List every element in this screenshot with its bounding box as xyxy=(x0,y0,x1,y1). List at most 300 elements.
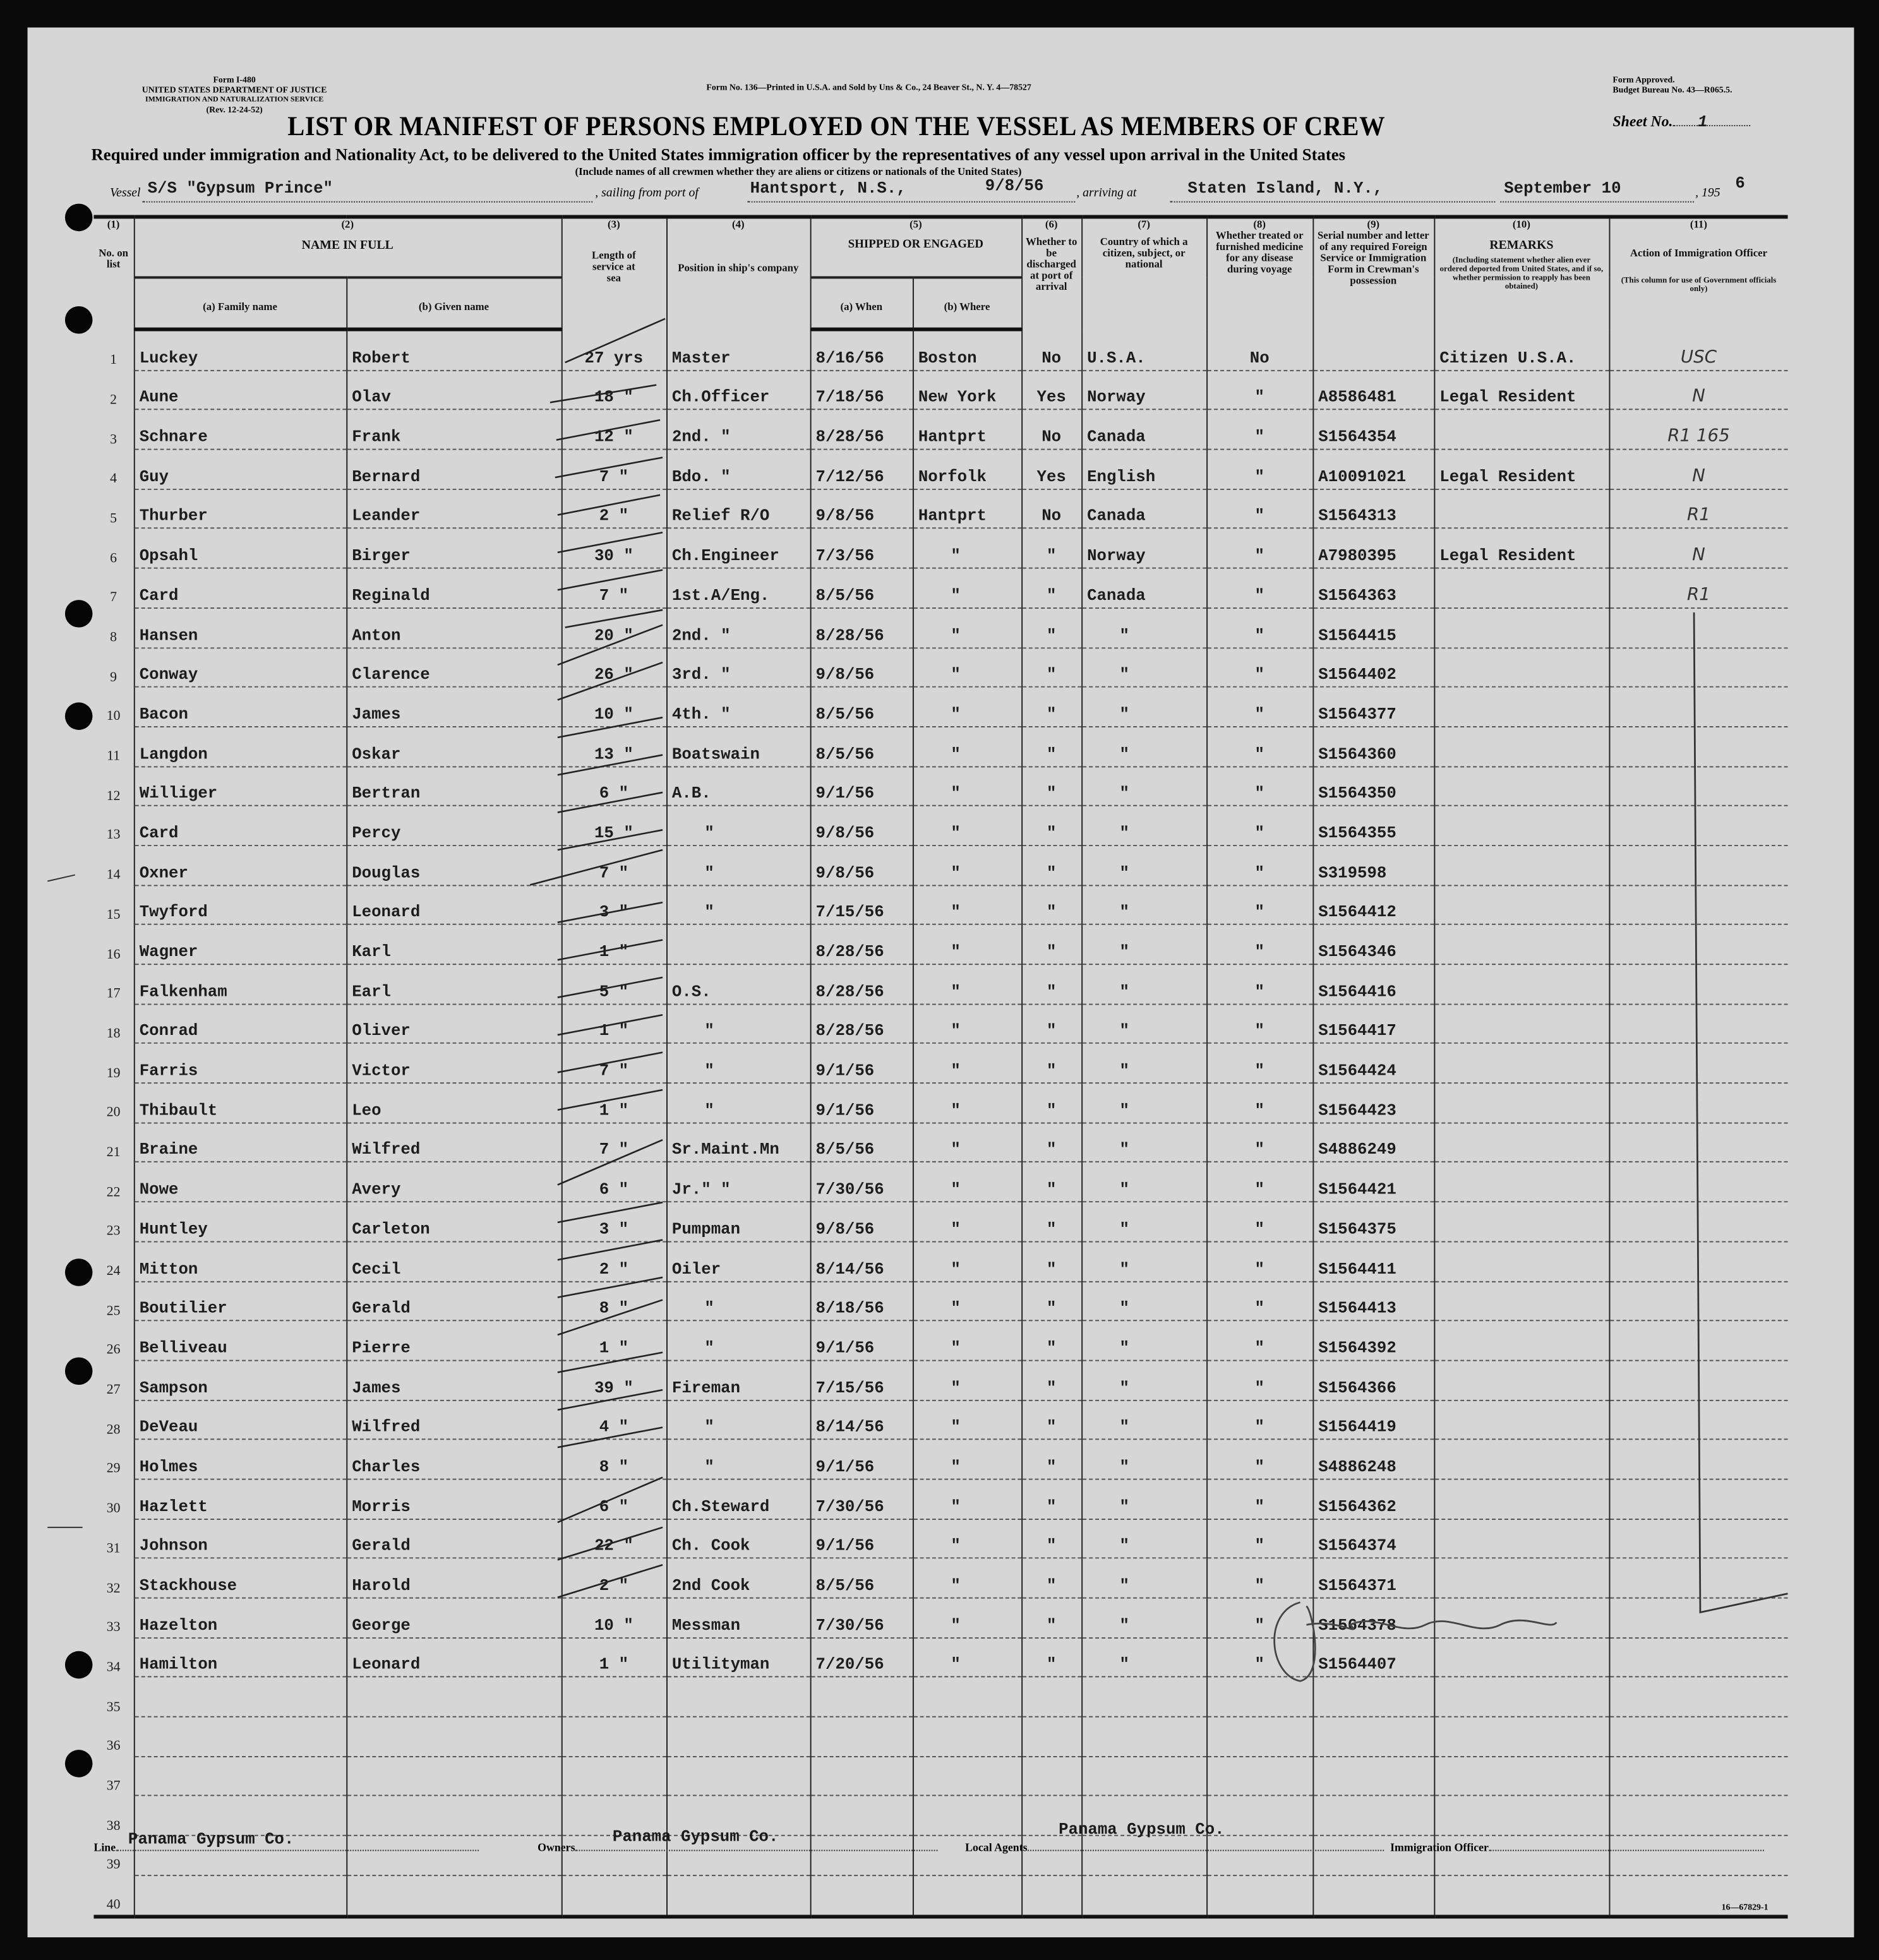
cell-country: " xyxy=(1081,1083,1206,1123)
year-digit: 6 xyxy=(1735,174,1745,193)
cell-position: " xyxy=(666,1281,810,1321)
page-subtitle: Required under immigration and Nationality Act, to be delivered to the United States immigration officer by the representatives of any vessel upon arrival in the United States xyxy=(91,145,1345,164)
cell-discharged: " xyxy=(1021,1360,1081,1400)
cell-country: " xyxy=(1081,885,1206,925)
cell-given: Cecil xyxy=(346,1241,561,1281)
service: IMMIGRATION AND NATURALIZATION SERVICE xyxy=(145,96,324,104)
cell-no: 30 xyxy=(106,1501,121,1517)
cell-family: Bacon xyxy=(134,687,346,727)
cell-discharged: " xyxy=(1021,1598,1081,1638)
cell-where: " xyxy=(913,766,1021,806)
cell-discharged: " xyxy=(1021,1202,1081,1241)
cell-given: Bertran xyxy=(346,766,561,806)
cell-where: " xyxy=(913,1558,1021,1598)
cell-no: 22 xyxy=(106,1184,121,1200)
cell-length: 2 " xyxy=(561,1558,666,1598)
cell-where: " xyxy=(913,1281,1021,1321)
cell-no: 40 xyxy=(93,1875,133,1916)
cell-discharged: " xyxy=(1021,1162,1081,1202)
cell-serial: S1564350 xyxy=(1312,766,1434,806)
cell-no: 31 xyxy=(106,1541,121,1556)
cell-length: 39 " xyxy=(561,1360,666,1400)
cell-discharged: " xyxy=(1021,1400,1081,1440)
sailing-date: 9/8/56 xyxy=(985,176,1044,195)
cell-given: Leonard xyxy=(346,885,561,925)
line-value: Panama Gypsum Co. xyxy=(128,1829,294,1849)
cell-given: Olav xyxy=(346,370,561,410)
cell-no: 34 xyxy=(106,1659,121,1675)
cell-length: 20 " xyxy=(561,608,666,648)
cell-family: Opsahl xyxy=(134,529,346,568)
cell-family: Johnson xyxy=(134,1519,346,1558)
cell-where: " xyxy=(913,885,1021,925)
cell-no: 37 xyxy=(106,1778,121,1794)
cell-medicine: " xyxy=(1206,1321,1312,1361)
cell-where: " xyxy=(913,529,1021,568)
cell-serial: A7980395 xyxy=(1312,529,1434,568)
cell-where: " xyxy=(913,1479,1021,1519)
cell-when: 8/28/56 xyxy=(810,964,913,1004)
cell-given: Leonard xyxy=(346,1637,561,1677)
cell-medicine: " xyxy=(1206,410,1312,450)
cell-where: " xyxy=(913,1083,1021,1123)
cell-family: Boutilier xyxy=(134,1281,346,1321)
cell-position: " xyxy=(666,1321,810,1361)
cell-country: English xyxy=(1081,450,1206,489)
cell-length: 3 " xyxy=(561,885,666,925)
cell-given: Harold xyxy=(346,1558,561,1598)
cell-length: 2 " xyxy=(561,489,666,529)
cell-medicine: " xyxy=(1206,1162,1312,1202)
cell-length: 5 " xyxy=(561,964,666,1004)
cell-serial: S1564371 xyxy=(1312,1558,1434,1598)
cell-discharged: " xyxy=(1021,924,1081,964)
cell-length: 8 " xyxy=(561,1281,666,1321)
cell-serial: S1564362 xyxy=(1312,1479,1434,1519)
cell-serial: S1564417 xyxy=(1312,1004,1434,1044)
cell-discharged: No xyxy=(1021,489,1081,529)
cell-position: Ch.Officer xyxy=(666,370,810,410)
cell-medicine: " xyxy=(1206,924,1312,964)
col-header-where: (b) Where xyxy=(913,277,1021,329)
cell-given: Leander xyxy=(346,489,561,529)
cell-when: 7/12/56 xyxy=(810,450,913,489)
col-header-serial: (9) Serial number and letter of any required Foreign Service or Immigration Form in Crewman's possession xyxy=(1312,217,1434,329)
instruction-note: (Include names of all crewmen whether they are aliens or citizens or nationals of the United States) xyxy=(575,165,1022,178)
cell-given: Bernard xyxy=(346,450,561,489)
officer-label: Immigration Officer xyxy=(1390,1841,1489,1854)
cell-where: " xyxy=(913,1004,1021,1044)
cell-where: " xyxy=(913,1321,1021,1361)
cell-position: Sr.Maint.Mn xyxy=(666,1123,810,1162)
cell-length: 12 " xyxy=(561,410,666,450)
cell-no: 14 xyxy=(106,867,121,883)
cell-medicine: " xyxy=(1206,1558,1312,1598)
cell-given: Gerald xyxy=(346,1281,561,1321)
cell-family: Holmes xyxy=(134,1440,346,1479)
col-header-name: (2) NAME IN FULL xyxy=(134,217,561,277)
cell-given: Birger xyxy=(346,529,561,568)
cell-when: 8/5/56 xyxy=(810,568,913,608)
cell-discharged: " xyxy=(1021,1004,1081,1044)
cell-serial: S1564412 xyxy=(1312,885,1434,925)
cell-medicine: " xyxy=(1206,1241,1312,1281)
cell-where: " xyxy=(913,1637,1021,1677)
cell-medicine: " xyxy=(1206,1281,1312,1321)
cell-position: O.S. xyxy=(666,964,810,1004)
cell-serial: S1564355 xyxy=(1312,806,1434,846)
cell-country: " xyxy=(1081,1321,1206,1361)
cell-serial: S4886248 xyxy=(1312,1440,1434,1479)
cell-no: 28 xyxy=(106,1422,121,1437)
cell-action: R1 xyxy=(1609,568,1787,608)
cell-medicine: " xyxy=(1206,608,1312,648)
cell-length: 7 " xyxy=(561,450,666,489)
approval-line: Form Approved. xyxy=(1612,75,1675,85)
cell-serial: S1564377 xyxy=(1312,687,1434,727)
cell-country: " xyxy=(1081,1004,1206,1044)
cell-position: Messman xyxy=(666,1598,810,1638)
cell-discharged: " xyxy=(1021,568,1081,608)
length-strike-marks xyxy=(530,319,665,1598)
form-code: 16—67829-1 xyxy=(1721,1902,1768,1913)
cell-given: Reginald xyxy=(346,568,561,608)
cell-medicine: " xyxy=(1206,1519,1312,1558)
cell-position: " xyxy=(666,806,810,846)
cell-given: Morris xyxy=(346,1479,561,1519)
cell-when: 9/1/56 xyxy=(810,1083,913,1123)
cell-discharged: " xyxy=(1021,846,1081,885)
cell-serial: S1564375 xyxy=(1312,1202,1434,1241)
cell-family: Wagner xyxy=(134,924,346,964)
cell-when: 7/20/56 xyxy=(810,1637,913,1677)
cell-country: " xyxy=(1081,806,1206,846)
cell-discharged: " xyxy=(1021,885,1081,925)
cell-given: Victor xyxy=(346,1044,561,1084)
cell-position: " xyxy=(666,1044,810,1084)
cell-when: 8/28/56 xyxy=(810,924,913,964)
cell-discharged: Yes xyxy=(1021,450,1081,489)
sheet-number: 1 xyxy=(1698,112,1708,131)
cell-medicine: " xyxy=(1206,1202,1312,1241)
cell-discharged: " xyxy=(1021,529,1081,568)
cell-length: 10 " xyxy=(561,687,666,727)
cell-serial: S1564413 xyxy=(1312,1281,1434,1321)
cell-country: U.S.A. xyxy=(1081,330,1206,371)
cell-family: Huntley xyxy=(134,1202,346,1241)
line-label: Line xyxy=(93,1841,116,1854)
cell-discharged: " xyxy=(1021,608,1081,648)
cell-country: " xyxy=(1081,1044,1206,1084)
cell-serial: S1564374 xyxy=(1312,1519,1434,1558)
cell-serial: S4886249 xyxy=(1312,1123,1434,1162)
cell-serial: S1564346 xyxy=(1312,924,1434,964)
action-bracket-line xyxy=(1694,612,1787,1613)
cell-serial: S1564421 xyxy=(1312,1162,1434,1202)
cell-length: 8 " xyxy=(561,1440,666,1479)
cell-family: Mitton xyxy=(134,1241,346,1281)
cell-medicine: " xyxy=(1206,1044,1312,1084)
cell-no: 23 xyxy=(106,1224,121,1240)
cell-serial: S1564416 xyxy=(1312,964,1434,1004)
cell-length: 1 " xyxy=(561,1004,666,1044)
cell-country: Canada xyxy=(1081,410,1206,450)
cell-country: " xyxy=(1081,1202,1206,1241)
cell-when: 8/5/56 xyxy=(810,1558,913,1598)
cell-when: 7/3/56 xyxy=(810,529,913,568)
cell-when: 7/15/56 xyxy=(810,885,913,925)
cell-when: 8/28/56 xyxy=(810,410,913,450)
cell-country: " xyxy=(1081,846,1206,885)
cell-family: Hazelton xyxy=(134,1598,346,1638)
printer-note: Form No. 136—Printed in U.S.A. and Sold by Uns & Co., 24 Beaver St., N. Y. 4—78527 xyxy=(706,82,1031,93)
cell-position: " xyxy=(666,1440,810,1479)
cell-no: 29 xyxy=(106,1461,121,1477)
sailing-label: , sailing from port of xyxy=(595,186,699,200)
cell-where: " xyxy=(913,1162,1021,1202)
cell-serial: S319598 xyxy=(1312,846,1434,885)
cell-no: 18 xyxy=(106,1025,121,1041)
footer-line-field xyxy=(93,1829,478,1854)
budget-bureau-line: Budget Bureau No. 43—R065.5. xyxy=(1612,85,1732,95)
cell-where: Hantprt xyxy=(913,410,1021,450)
cell-given: George xyxy=(346,1598,561,1638)
cell-no: 17 xyxy=(106,986,121,1001)
cell-given: Gerald xyxy=(346,1519,561,1558)
cell-given: James xyxy=(346,1360,561,1400)
cell-family: Twyford xyxy=(134,885,346,925)
cell-family: Hansen xyxy=(134,608,346,648)
cell-length: 18 " xyxy=(561,370,666,410)
cell-serial: S1564363 xyxy=(1312,568,1434,608)
cell-no: 7 xyxy=(110,590,117,606)
cell-serial: S1564378 xyxy=(1312,1598,1434,1638)
cell-no: 36 xyxy=(106,1738,121,1754)
cell-country: Canada xyxy=(1081,568,1206,608)
cell-family: Aune xyxy=(134,370,346,410)
cell-where: Boston xyxy=(913,330,1021,371)
cell-where: " xyxy=(913,1202,1021,1241)
cell-where: " xyxy=(913,1123,1021,1162)
sheet-label: Sheet No. xyxy=(1612,112,1673,130)
cell-when: 9/8/56 xyxy=(810,1202,913,1241)
cell-no: 3 xyxy=(110,432,117,447)
cell-where: Hantprt xyxy=(913,489,1021,529)
cell-length: 7 " xyxy=(561,1044,666,1084)
cell-discharged: " xyxy=(1021,964,1081,1004)
cell-country: " xyxy=(1081,766,1206,806)
cell-no: 15 xyxy=(106,907,121,923)
cell-family: Hazlett xyxy=(134,1479,346,1519)
cell-given: Clarence xyxy=(346,647,561,687)
officer-signature xyxy=(1275,1603,1557,1682)
cell-medicine: " xyxy=(1206,529,1312,568)
cell-where: " xyxy=(913,608,1021,648)
arriving-label: , arriving at xyxy=(1076,186,1137,200)
cell-medicine: " xyxy=(1206,727,1312,767)
cell-family: Farris xyxy=(134,1044,346,1084)
cell-country: " xyxy=(1081,687,1206,727)
cell-length: 6 " xyxy=(561,766,666,806)
cell-when: 8/5/56 xyxy=(810,727,913,767)
cell-when: 8/16/56 xyxy=(810,330,913,371)
cell-action: R1 xyxy=(1609,489,1787,529)
cell-discharged: " xyxy=(1021,1241,1081,1281)
cell-medicine: " xyxy=(1206,1400,1312,1440)
cell-medicine: " xyxy=(1206,885,1312,925)
cell-family: Guy xyxy=(134,450,346,489)
cell-family: Card xyxy=(134,806,346,846)
col-header-remarks: (10) REMARKS (Including statement whether alien ever ordered deported from United States, and if so, whether permission to reapply has been obtained) xyxy=(1434,217,1609,329)
cell-given: Frank xyxy=(346,410,561,450)
cell-medicine: " xyxy=(1206,370,1312,410)
cell-no: 5 xyxy=(110,511,117,527)
col-header-given-name: (b) Given name xyxy=(346,277,561,329)
cell-when: 8/5/56 xyxy=(810,687,913,727)
cell-when: 7/30/56 xyxy=(810,1598,913,1638)
cell-medicine: " xyxy=(1206,964,1312,1004)
cell-serial: S1564392 xyxy=(1312,1321,1434,1361)
cell-medicine: " xyxy=(1206,766,1312,806)
arrival-date: September 10 xyxy=(1504,179,1621,198)
cell-medicine: " xyxy=(1206,1637,1312,1677)
cell-length: 30 " xyxy=(561,529,666,568)
cell-when: 9/8/56 xyxy=(810,489,913,529)
agents-value: Panama Gypsum Co. xyxy=(1059,1820,1225,1839)
cell-remarks: Citizen U.S.A. xyxy=(1434,330,1609,371)
cell-when: 8/5/56 xyxy=(810,1123,913,1162)
cell-serial: S1564423 xyxy=(1312,1083,1434,1123)
cell-discharged: " xyxy=(1021,1479,1081,1519)
cell-country: Norway xyxy=(1081,370,1206,410)
cell-position: " xyxy=(666,1083,810,1123)
vessel-name: S/S "Gypsum Prince" xyxy=(147,179,333,198)
cell-when: 9/1/56 xyxy=(810,1519,913,1558)
cell-country: " xyxy=(1081,608,1206,648)
cell-position: 1st.A/Eng. xyxy=(666,568,810,608)
cell-where: " xyxy=(913,924,1021,964)
cell-when: 8/14/56 xyxy=(810,1400,913,1440)
cell-length: 27 yrs xyxy=(561,330,666,371)
sailing-port: Hantsport, N.S., xyxy=(750,179,906,198)
cell-no: 4 xyxy=(110,471,117,487)
cell-no: 35 xyxy=(106,1699,121,1714)
col-header-country: (7) Country of which a citizen, subject, or national xyxy=(1081,217,1206,329)
cell-given: Robert xyxy=(346,330,561,371)
cell-position: " xyxy=(666,885,810,925)
cell-family: Conrad xyxy=(134,1004,346,1044)
cell-family: Stackhouse xyxy=(134,1558,346,1598)
cell-no: 10 xyxy=(106,709,121,724)
cell-no: 16 xyxy=(106,947,121,962)
cell-when: 9/8/56 xyxy=(810,647,913,687)
cell-no: 21 xyxy=(106,1145,121,1160)
col-header-when: (a) When xyxy=(810,277,913,329)
cell-country: " xyxy=(1081,1479,1206,1519)
cell-country: " xyxy=(1081,727,1206,767)
cell-when: 7/30/56 xyxy=(810,1479,913,1519)
cell-given: Pierre xyxy=(346,1321,561,1361)
cell-position: " xyxy=(666,1400,810,1440)
cell-no: 1 xyxy=(110,352,117,368)
cell-given: Avery xyxy=(346,1162,561,1202)
cell-where: " xyxy=(913,806,1021,846)
cell-when: 9/8/56 xyxy=(810,846,913,885)
cell-when: 9/8/56 xyxy=(810,806,913,846)
cell-where: " xyxy=(913,727,1021,767)
footer-officer-field xyxy=(1390,1838,1763,1854)
cell-where: " xyxy=(913,687,1021,727)
cell-medicine: " xyxy=(1206,806,1312,846)
cell-serial: S1564415 xyxy=(1312,608,1434,648)
cell-discharged: " xyxy=(1021,1123,1081,1162)
cell-position: A.B. xyxy=(666,766,810,806)
cell-medicine: " xyxy=(1206,450,1312,489)
cell-serial: S1564360 xyxy=(1312,727,1434,767)
cell-serial: S1564354 xyxy=(1312,410,1434,450)
cell-discharged: " xyxy=(1021,687,1081,727)
cell-discharged: " xyxy=(1021,1083,1081,1123)
cell-family: Hamilton xyxy=(134,1637,346,1677)
cell-country: " xyxy=(1081,1558,1206,1598)
cell-position: Master xyxy=(666,330,810,371)
cell-medicine: " xyxy=(1206,568,1312,608)
col-header-action: (11) Action of Immigration Officer (This column for use of Government officials only) xyxy=(1609,217,1787,329)
cell-country: " xyxy=(1081,1281,1206,1321)
cell-length: 3 " xyxy=(561,1202,666,1241)
cell-when: 7/15/56 xyxy=(810,1360,913,1400)
cell-country: " xyxy=(1081,647,1206,687)
cell-action: N xyxy=(1609,450,1787,489)
cell-serial: S1564402 xyxy=(1312,647,1434,687)
cell-length: 4 " xyxy=(561,1400,666,1440)
cell-discharged: " xyxy=(1021,806,1081,846)
cell-where: " xyxy=(913,568,1021,608)
cell-medicine: " xyxy=(1206,1360,1312,1400)
cell-length: 10 " xyxy=(561,1598,666,1638)
owners-value: Panama Gypsum Co. xyxy=(612,1827,779,1846)
cell-country: " xyxy=(1081,1598,1206,1638)
cell-position: " xyxy=(666,846,810,885)
cell-given: Wilfred xyxy=(346,1123,561,1162)
cell-no: 24 xyxy=(106,1264,121,1279)
cell-medicine: " xyxy=(1206,1598,1312,1638)
cell-no: 12 xyxy=(106,788,121,804)
cell-family: Thibault xyxy=(134,1083,346,1123)
cell-country: " xyxy=(1081,924,1206,964)
cell-given: Oliver xyxy=(346,1004,561,1044)
cell-when: 9/1/56 xyxy=(810,1321,913,1361)
cell-where: " xyxy=(913,1400,1021,1440)
cell-family: Luckey xyxy=(134,330,346,371)
cell-no: 26 xyxy=(106,1342,121,1358)
footer-agents-field xyxy=(965,1820,1384,1854)
col-header-no: (1) No. on list xyxy=(93,217,133,329)
cell-no: 6 xyxy=(110,551,117,566)
cell-position: 4th. " xyxy=(666,687,810,727)
cell-position: Ch.Engineer xyxy=(666,529,810,568)
cell-length: 1 " xyxy=(561,1637,666,1677)
cell-where: " xyxy=(913,1044,1021,1084)
cell-medicine: " xyxy=(1206,1440,1312,1479)
cell-length: 26 " xyxy=(561,647,666,687)
cell-position: Utilityman xyxy=(666,1637,810,1677)
form-number: Form I-480 xyxy=(213,75,256,85)
cell-country: Norway xyxy=(1081,529,1206,568)
cell-no: 27 xyxy=(106,1382,121,1398)
cell-length: 6 " xyxy=(561,1162,666,1202)
cell-no: 13 xyxy=(106,828,121,843)
